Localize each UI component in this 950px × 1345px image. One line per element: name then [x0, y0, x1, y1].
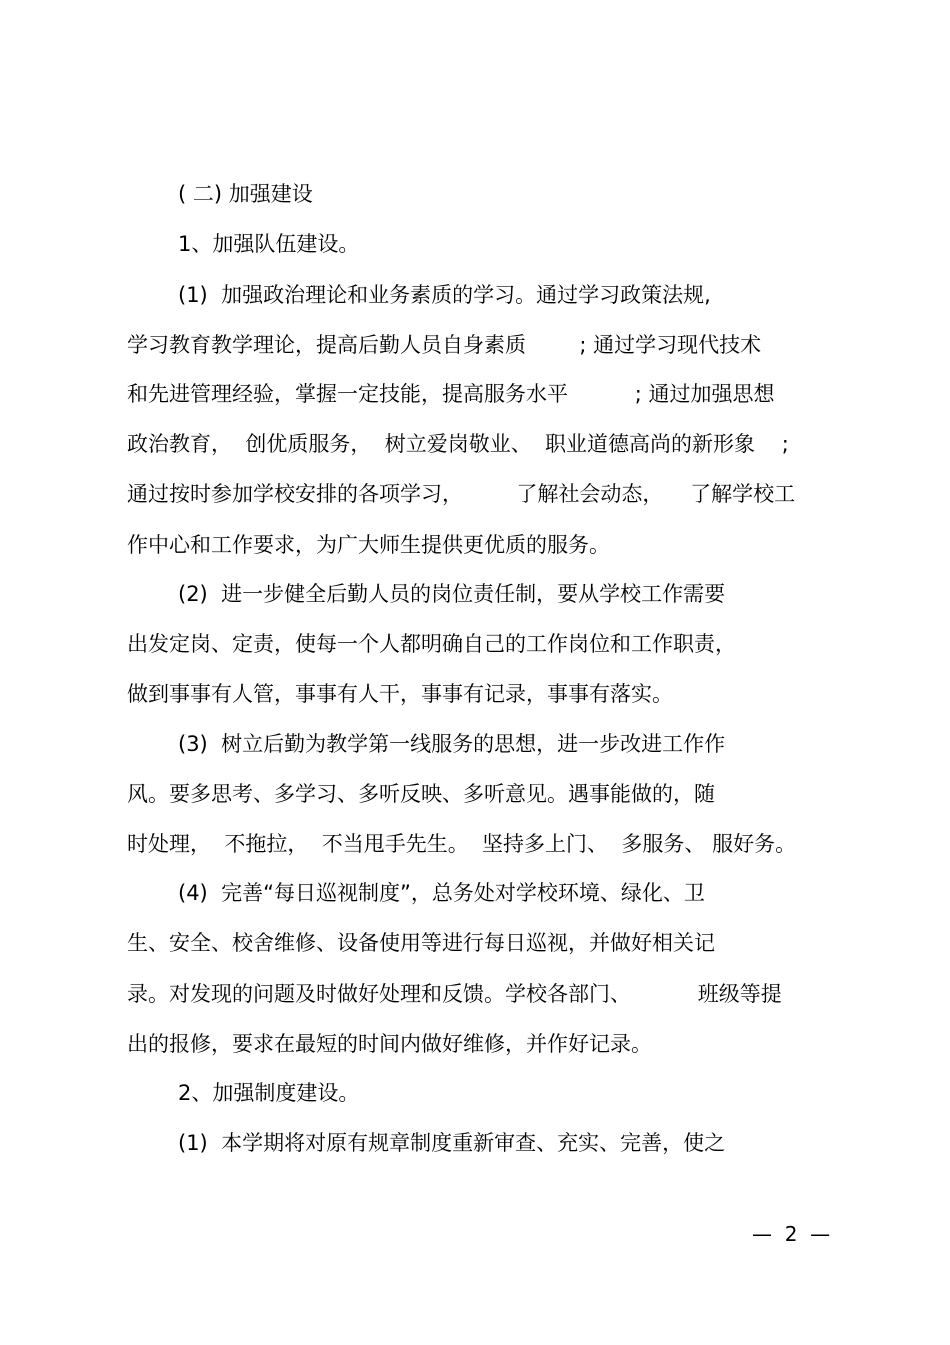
page-number: — 2 —: [752, 1222, 831, 1246]
subsection-heading: 2、加强制度建设。: [178, 1081, 360, 1105]
paragraph-line: 出发定岗、定责，使每一个人都明确自己的工作岗位和工作职责，: [127, 632, 736, 656]
paragraph-line: (4) 完善“每日巡视制度”，总务处对学校环境、绿化、卫: [178, 881, 705, 905]
paragraph-line: 通过按时参加学校安排的各项学习， 了解社会动态， 了解学校工: [127, 482, 796, 506]
paragraph-line: 出的报修，要求在最短的时间内做好维修，并作好记录。: [127, 1032, 652, 1056]
paragraph-line: 学习教育教学理论，提高后勤人员自身素质 ; 通过学习现代技术: [127, 333, 762, 357]
paragraph-line: 做到事事有人管，事事有人干，事事有记录，事事有落实。: [127, 682, 673, 706]
subsection-heading: 1、加强队伍建设。: [178, 232, 360, 256]
paragraph-line: 时处理， 不拖拉， 不当甩手先生。 坚持多上门、 多服务、 服好务。: [127, 832, 797, 856]
paragraph-line: 风。要多思考、多学习、多听反映、多听意见。遇事能做的，随: [127, 782, 715, 806]
paragraph-line: 录。对发现的问题及时做好处理和反馈。学校各部门、 班级等提: [127, 982, 782, 1006]
paragraph-line: (3) 树立后勤为教学第一线服务的思想，进一步改进工作作: [178, 732, 726, 756]
paragraph-line: 生、安全、校舍维修、设备使用等进行每日巡视，并做好相关记: [127, 931, 715, 955]
paragraph-line: (1) 加强政治理论和业务素质的学习。通过学习政策法规,: [178, 283, 711, 307]
paragraph-line: 政治教育， 创优质服务， 树立爱岗敬业、 职业道德高尚的新形象 ;: [127, 432, 789, 456]
paragraph-line: (1) 本学期将对原有规章制度重新审查、充实、完善，使之: [178, 1131, 726, 1155]
paragraph-line: 和先进管理经验，掌握一定技能，提高服务水平 ; 通过加强思想: [127, 382, 775, 406]
section-heading: ( 二) 加强建设: [178, 182, 313, 206]
paragraph-line: 作中心和工作要求，为广大师生提供更优质的服务。: [127, 533, 610, 557]
paragraph-line: (2) 进一步健全后勤人员的岗位责任制，要从学校工作需要: [178, 582, 726, 606]
